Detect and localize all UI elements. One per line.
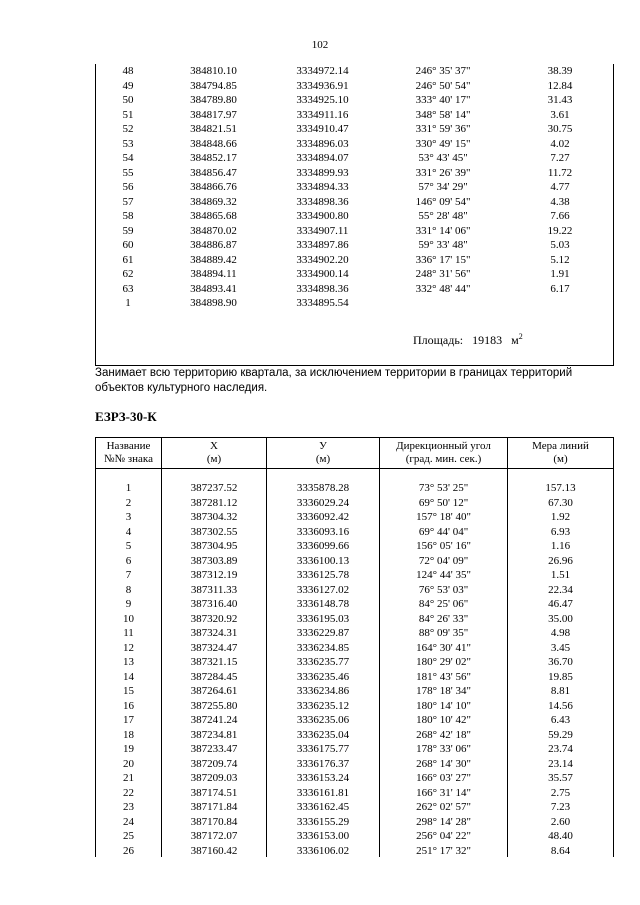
table-row [96,583,614,598]
area-summary [413,332,523,348]
y-coordinate-cell: 3336161.81 [296,786,350,799]
line-length-cell: 5.03 [550,239,570,251]
point-number-cell: 8 [125,583,132,596]
line-length-header [508,438,614,469]
y-coordinate-cell: 3336106.02 [296,844,350,857]
y-coordinate-cell: 3336235.77 [296,656,350,668]
x-coordinate-cell: 387321.15 [190,656,238,668]
direction-angle-cell: 53° 43' 45" [418,152,468,164]
table-row [96,684,614,699]
line-length-cell: 35.57 [548,772,573,784]
area-exponent: 2 [518,332,523,341]
direction-angle-cell: 69° 50' 12" [418,496,469,509]
point-number-cell: 25 [123,830,134,842]
line-length-cell: 3.61 [550,108,570,121]
y-coordinate-cell: 3335878.28 [296,482,350,494]
y-coordinate-cell: 3336092.42 [296,511,350,523]
point-number-cell: 1 [125,482,132,494]
y-coordinate-cell: 3336162.45 [296,801,350,813]
table-row [96,670,614,685]
table-row [96,757,614,772]
table-row [96,554,614,569]
header-line-1: X [210,440,218,452]
direction-angle-cell: 298° 14' 28" [416,815,471,828]
line-length-cell: 46.47 [548,598,573,610]
line-length-cell: 7.66 [550,210,570,222]
y-coordinate-cell: 3336148.78 [296,598,350,610]
header-line-2: (м) [315,453,331,465]
x-coordinate-cell: 384870.02 [190,224,237,237]
direction-angle-cell: 146° 09' 54" [415,195,471,208]
x-coordinate-cell: 387255.80 [190,699,238,712]
y-coordinate-header [267,438,380,469]
x-coordinate-cell: 384894.11 [190,268,237,280]
line-length-cell: 157.13 [545,482,576,494]
line-length-cell: 1.91 [550,268,570,280]
direction-angle-cell [379,296,507,311]
y-coordinate-cell: 3334896.03 [296,137,349,150]
direction-angle-cell: 180° 14' 10" [416,699,471,712]
header-line-1: У [319,440,327,452]
x-coordinate-cell: 387160.42 [190,844,238,857]
line-length-cell: 6.17 [550,282,570,295]
area-label: Площадь: [413,333,464,347]
point-number-cell: 14 [123,670,134,683]
table-row [96,728,614,743]
y-coordinate-cell: 3334897.86 [296,239,349,251]
y-coordinate-cell: 3336229.87 [296,627,350,639]
line-length-cell: 3.45 [550,641,571,654]
table-row [95,253,613,268]
point-number-cell: 19 [123,743,134,755]
point-number-cell: 16 [123,699,134,712]
direction-angle-cell: 248° 31' 56" [415,268,471,280]
table-row [96,641,614,656]
line-length-cell: 8.81 [550,685,571,697]
point-number-cell: 55 [122,166,134,179]
line-length-cell: 4.02 [550,137,570,150]
table-row [95,64,613,79]
direction-angle-cell: 330° 49' 15" [415,137,471,150]
point-number-cell: 18 [123,728,134,741]
y-coordinate-cell: 3336176.37 [296,757,350,770]
point-number-cell: 12 [123,641,134,654]
table-row [95,267,613,282]
direction-angle-cell: 336° 17' 15" [415,253,471,266]
header-line-1: Мера линий [532,440,589,452]
point-number-cell: 17 [123,714,134,726]
x-coordinate-cell: 387233.47 [190,743,238,755]
point-number-cell: 50 [122,94,134,106]
direction-angle-cell: 164° 30' 41" [416,641,471,654]
line-length-cell: 4.38 [550,195,570,208]
x-coordinate-cell: 384866.76 [190,181,237,193]
direction-angle-cell: 251° 17' 32" [416,844,471,857]
table-row [95,296,613,311]
direction-angle-cell: 256° 04' 22" [416,830,471,842]
header-line-2: (м) [206,453,222,465]
y-coordinate-cell: 3336235.12 [296,699,350,712]
line-length-cell: 1.92 [550,511,571,523]
x-coordinate-cell: 384789.80 [190,94,237,106]
line-length-cell: 22.34 [548,583,573,596]
x-coordinate-cell: 384817.97 [190,108,237,121]
table-row [96,786,614,801]
point-number-cell: 7 [125,569,132,581]
direction-angle-cell: 156° 05' 16" [416,540,471,552]
y-coordinate-cell: 3334907.11 [296,224,349,237]
line-length-cell: 59.29 [548,728,573,741]
header-line-1: Дирекционный угол [396,440,491,452]
table-row [96,510,614,525]
table-row [95,238,613,253]
point-number-cell: 24 [123,815,134,828]
table-row [95,180,613,195]
x-coordinate-cell: 387324.47 [190,641,238,654]
table-row [95,108,613,123]
y-coordinate-cell: 3334936.91 [296,79,349,92]
direction-angle-cell: 246° 35' 37" [415,65,471,77]
line-length-cell: 26.96 [548,554,573,567]
point-number-cell: 59 [122,224,134,237]
line-length-cell: 23.74 [548,743,573,755]
direction-angle-cell: 178° 33' 06" [416,743,471,755]
point-number-cell: 20 [123,757,134,770]
direction-angle-cell: 88° 09' 35" [418,627,469,639]
x-coordinate-cell: 384810.10 [190,65,237,77]
point-number-cell: 10 [123,612,134,625]
table-row [96,626,614,641]
x-coordinate-cell: 387171.84 [190,801,238,813]
area-value: 19183 [472,333,503,347]
table-row [96,844,614,859]
y-coordinate-cell: 3336099.66 [296,540,350,552]
x-coordinate-cell: 387304.32 [190,511,238,523]
direction-angle-cell: 268° 42' 18" [416,728,471,741]
direction-angle-cell: 57° 34' 29" [418,181,468,193]
line-length-cell: 36.70 [548,656,573,668]
point-number-header [96,438,162,469]
point-number-cell: 6 [125,554,132,567]
line-length-cell: 11.72 [547,166,573,179]
y-coordinate-cell: 3336155.29 [296,815,350,828]
territory-note: Занимает всю территорию квартала, за исключением территории в границах территорий объектов культурного наследия. [95,367,573,394]
y-coordinate-cell: 3334900.80 [296,210,349,222]
line-length-cell: 30.75 [547,123,573,135]
line-length-cell: 8.64 [550,844,571,857]
y-coordinate-cell: 3336235.06 [296,714,350,726]
direction-angle-cell: 331° 59' 36" [415,123,471,135]
line-length-cell: 23.14 [548,757,573,770]
x-coordinate-cell: 384886.87 [190,239,237,251]
x-coordinate-cell: 387281.12 [190,496,238,509]
point-number-cell: 54 [122,152,134,164]
y-coordinate-cell: 3334899.93 [296,166,349,179]
x-coordinate-cell: 387284.45 [190,670,238,683]
x-coordinate-cell: 387320.92 [190,612,238,625]
direction-angle-cell: 166° 31' 14" [416,786,471,799]
point-number-cell: 11 [123,627,134,639]
x-coordinate-cell: 384856.47 [190,166,237,179]
x-coordinate-cell: 387237.52 [190,482,238,494]
direction-angle-cell: 268° 14' 30" [416,757,471,770]
y-coordinate-cell: 3334925.10 [296,94,349,106]
y-coordinate-cell: 3336195.03 [296,612,350,625]
table-row [96,496,614,511]
x-coordinate-header [162,438,267,469]
table-row [96,481,614,496]
table-row [95,79,613,94]
x-coordinate-cell: 387316.40 [190,598,238,610]
point-number-cell: 5 [125,540,132,552]
direction-angle-cell: 84° 26' 33" [418,612,469,625]
point-number-cell: 4 [125,525,132,538]
table-row [96,713,614,728]
point-number-cell: 49 [122,79,134,92]
direction-angle-cell: 331° 26' 39" [415,166,471,179]
line-length-cell: 1.51 [550,569,571,581]
y-coordinate-cell: 3334895.54 [296,297,349,309]
line-length-cell: 31.43 [547,94,573,106]
direction-angle-cell: 59° 33' 48" [418,239,468,251]
y-coordinate-cell: 3334898.36 [296,195,349,208]
area-unit: м [511,333,519,347]
direction-angle-cell: 84° 25' 06" [418,598,469,610]
line-length-cell [507,296,613,311]
point-number-cell: 23 [123,801,134,813]
x-coordinate-cell: 387303.89 [190,554,238,567]
y-coordinate-cell: 3334894.07 [296,152,349,164]
header-line-2: №№ знака [104,453,153,465]
point-number-cell: 63 [122,282,134,295]
line-length-cell: 14.56 [548,699,573,712]
x-coordinate-cell: 387264.61 [190,685,238,697]
x-coordinate-cell: 387170.84 [190,815,238,828]
direction-angle-cell: 332° 48' 44" [415,282,471,295]
direction-angle-cell: 72° 04' 09" [418,554,469,567]
table-row [95,137,613,152]
y-coordinate-cell: 3334902.20 [296,253,349,266]
x-coordinate-cell: 384898.90 [190,297,237,309]
point-number-cell: 1 [125,297,131,309]
direction-angle-cell: 76° 53' 03" [418,583,469,596]
line-length-cell: 19.22 [547,224,573,237]
y-coordinate-cell: 3336100.13 [296,554,350,567]
line-length-cell: 4.77 [550,181,570,193]
direction-angle-cell: 180° 29' 02" [416,656,471,668]
line-length-cell: 67.30 [548,496,573,509]
point-number-cell: 52 [122,123,134,135]
point-number-cell: 56 [122,181,134,193]
x-coordinate-cell: 387241.24 [190,714,238,726]
table-row [95,224,613,239]
point-number-cell: 2 [125,496,132,509]
table-row [96,568,614,583]
y-coordinate-cell: 3334972.14 [296,65,349,77]
x-coordinate-cell: 384865.68 [190,210,237,222]
y-coordinate-cell: 3336175.77 [296,743,350,755]
y-coordinate-cell: 3334911.16 [296,108,349,121]
direction-angle-cell: 178° 18' 34" [416,685,471,697]
direction-angle-header [380,438,508,469]
direction-angle-cell: 157° 18' 40" [416,511,471,523]
point-number-cell: 53 [122,137,134,150]
line-length-cell: 2.60 [550,815,571,828]
x-coordinate-cell: 387324.31 [190,627,238,639]
y-coordinate-cell: 3336234.86 [296,685,350,697]
line-length-cell: 4.98 [550,627,571,639]
coordinates-table [95,437,614,858]
direction-angle-cell: 166° 03' 27" [416,772,471,784]
point-number-cell: 62 [122,268,134,280]
x-coordinate-cell: 387312.19 [190,569,238,581]
line-length-cell: 7.27 [550,152,570,164]
direction-angle-cell: 124° 44' 35" [416,569,471,581]
table-header-row [96,438,614,469]
table-row [95,151,613,166]
x-coordinate-cell: 384794.85 [190,79,237,92]
x-coordinate-cell: 384869.32 [190,195,237,208]
y-coordinate-cell: 3336234.85 [296,641,350,654]
table-row [96,699,614,714]
point-number-cell: 58 [122,210,134,222]
point-number-cell: 22 [123,786,134,799]
direction-angle-cell: 348° 58' 14" [415,108,471,121]
direction-angle-cell: 69° 44' 04" [418,525,469,538]
y-coordinate-cell: 3336235.46 [296,670,350,683]
line-length-cell: 35.00 [548,612,573,625]
line-length-cell: 48.40 [548,830,573,842]
x-coordinate-cell: 387209.03 [190,772,238,784]
direction-angle-cell: 262° 02' 57" [416,801,471,813]
y-coordinate-cell: 3336125.78 [296,569,350,581]
y-coordinate-cell: 3334894.33 [296,181,349,193]
line-length-cell: 6.43 [550,714,571,726]
direction-angle-cell: 331° 14' 06" [415,224,471,237]
table-row [95,195,613,210]
x-coordinate-cell: 384852.17 [190,152,237,164]
y-coordinate-cell: 3334898.36 [296,282,349,295]
y-coordinate-cell: 3334910.47 [296,123,349,135]
x-coordinate-cell: 387174.51 [190,786,238,799]
point-number-cell: 3 [125,511,132,523]
table-row [96,539,614,554]
x-coordinate-cell: 387209.74 [190,757,238,770]
point-number-cell: 51 [122,108,134,121]
line-length-cell: 1.16 [550,540,571,552]
point-number-cell: 9 [125,598,132,610]
line-length-cell: 6.93 [550,525,571,538]
point-number-cell: 26 [123,844,134,857]
y-coordinate-cell: 3336093.16 [296,525,350,538]
direction-angle-cell: 73° 53' 25" [418,482,469,494]
y-coordinate-cell: 3336029.24 [296,496,350,509]
table-row [96,771,614,786]
section-title: ЕЗРЗ-30-К [95,409,157,424]
point-number-cell: 21 [123,772,134,784]
x-coordinate-cell: 387302.55 [190,525,238,538]
header-line-2: (м) [553,453,568,465]
direction-angle-cell: 55° 28' 48" [418,210,468,222]
x-coordinate-cell: 384848.66 [190,137,237,150]
table-row [96,800,614,815]
table-row [95,209,613,224]
x-coordinate-cell: 387311.33 [190,583,238,596]
header-line-1: Название [106,440,151,452]
line-length-cell: 12.84 [547,79,573,92]
table-row [96,525,614,540]
line-length-cell: 19.85 [548,670,573,683]
x-coordinate-cell: 384893.41 [190,282,237,295]
x-coordinate-cell: 387172.07 [190,830,238,842]
table-row [96,655,614,670]
header-line-2: (град. мин. сек.) [405,453,482,465]
point-number-cell: 48 [122,65,134,77]
point-number-cell: 13 [123,656,134,668]
table-row [96,815,614,830]
table-row [96,597,614,612]
x-coordinate-cell: 387234.81 [190,728,238,741]
line-length-cell: 2.75 [550,786,571,799]
line-length-cell: 7.23 [550,801,571,813]
page-number: 102 [311,39,329,51]
table-row [96,612,614,627]
x-coordinate-cell: 384889.42 [190,253,237,266]
point-number-cell: 15 [123,685,134,697]
table-row [95,122,613,137]
direction-angle-cell: 246° 50' 54" [415,79,471,92]
coordinates-table-continued [95,64,613,311]
y-coordinate-cell: 3336153.00 [296,830,350,842]
line-length-cell: 38.39 [547,65,573,77]
y-coordinate-cell: 3336127.02 [296,583,350,596]
direction-angle-cell: 180° 10' 42" [416,714,471,726]
point-number-cell: 60 [122,239,134,251]
table-row [96,742,614,757]
point-number-cell: 57 [122,195,134,208]
x-coordinate-cell: 387304.95 [190,540,238,552]
y-coordinate-cell: 3334900.14 [296,268,349,280]
y-coordinate-cell: 3336235.04 [296,728,350,741]
line-length-cell: 5.12 [550,253,570,266]
table-row [95,166,613,181]
direction-angle-cell: 181° 43' 56" [416,670,471,683]
y-coordinate-cell: 3336153.24 [296,772,350,784]
table-row [95,282,613,297]
table-row [95,93,613,108]
x-coordinate-cell: 384821.51 [190,123,237,135]
point-number-cell: 61 [122,253,134,266]
direction-angle-cell: 333° 40' 17" [415,94,471,106]
table-row [96,829,614,844]
